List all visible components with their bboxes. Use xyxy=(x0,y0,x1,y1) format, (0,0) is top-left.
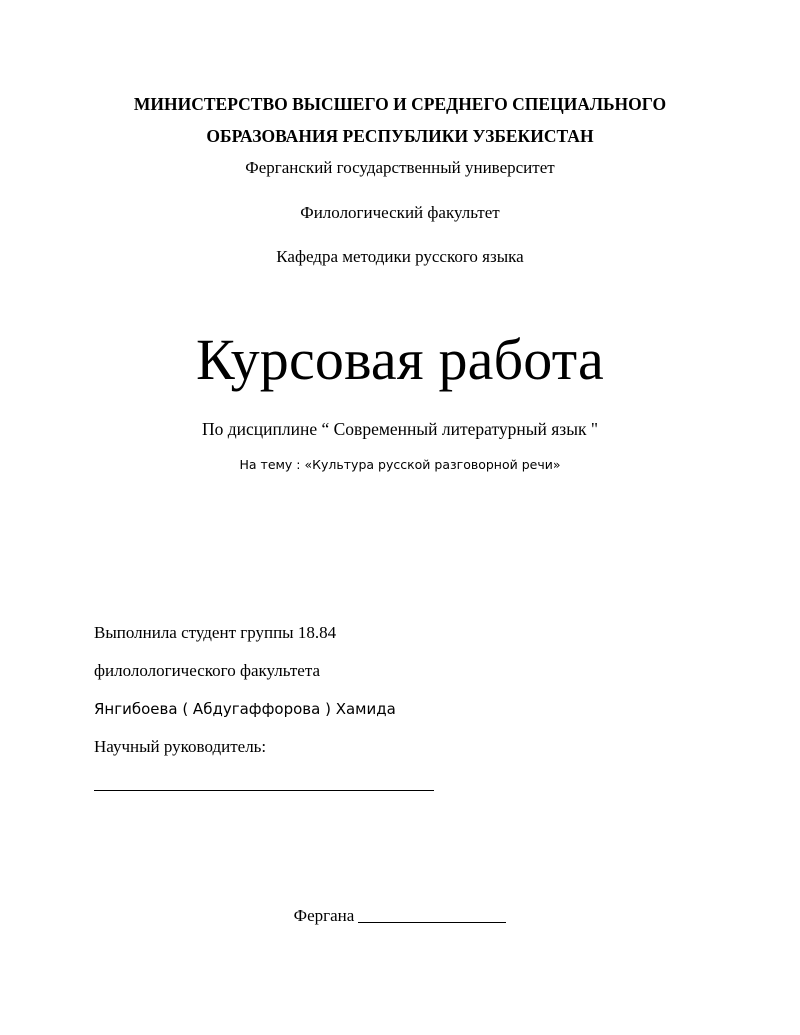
city-name: Фергана xyxy=(293,906,355,925)
ministry-line-2: ОБРАЗОВАНИЯ РЕСПУБЛИКИ УЗБЕКИСТАН xyxy=(206,126,594,146)
document-title: Курсовая работа xyxy=(196,327,604,392)
discipline-line: По дисциплине “ Современный литературный язык " xyxy=(201,419,598,439)
supervisor-signature-line xyxy=(94,790,434,791)
author-name: Янгибоева ( Абдугаффорова ) Хамида xyxy=(94,700,396,718)
university-name: Ферганский государственный университет xyxy=(245,158,555,177)
faculty-name: Филологический факультет xyxy=(300,203,500,222)
date-blank-line xyxy=(358,905,506,923)
city-footer xyxy=(0,903,800,926)
ministry-line-1: МИНИСТЕРСТВО ВЫСШЕГО И СРЕДНЕГО СПЕЦИАЛЬНОГО xyxy=(133,94,667,114)
author-faculty-line: филолологического факультета xyxy=(94,661,321,680)
author-group-line: Выполнила студент группы 18.84 xyxy=(94,623,337,642)
department-name: Кафедра методики русского языка xyxy=(276,247,524,266)
topic-line: На тему : «Культура русской разговорной речи» xyxy=(239,457,561,472)
supervisor-label: Научный руководитель: xyxy=(94,737,267,756)
